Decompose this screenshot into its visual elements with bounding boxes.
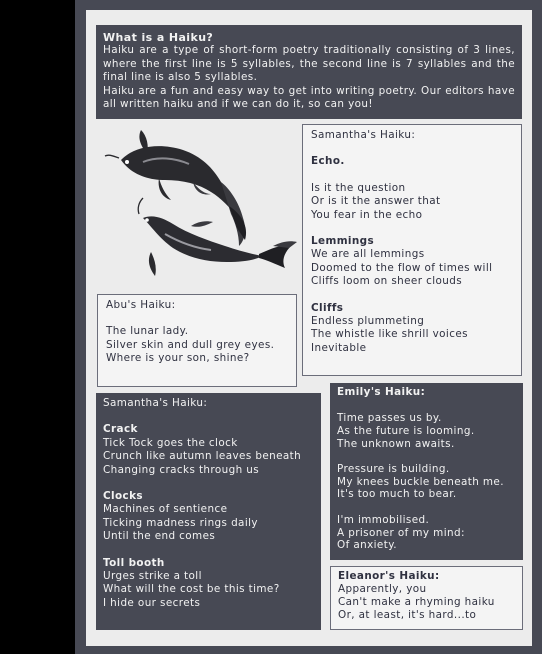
emily-stanza-1 [337, 412, 516, 450]
poem-line: Machines of sentience [103, 503, 228, 516]
emily-haiku-panel [330, 383, 523, 560]
intro-panel [96, 25, 522, 119]
poem-line: Of anxiety. [337, 539, 397, 552]
poem-clocks [103, 490, 314, 544]
intro-heading: What is a Haiku? [103, 31, 214, 44]
poem-line: Or, at least, it's hard...to [338, 608, 477, 621]
poem-line: The whistle like shrill voices [311, 328, 468, 341]
poem-line: Urges strike a toll [103, 570, 202, 583]
poem-title: Toll booth [103, 556, 165, 569]
intro-paragraph-2: Haiku are a fun and easy way to get into writing poetry. Our editors have all written haiku and if we can do it, so can you! [103, 84, 515, 111]
poem-line: Time passes us by. [337, 412, 442, 425]
koi-fish-ink-painting-icon [103, 122, 299, 292]
abu-poem [106, 325, 288, 365]
poem-title: Lemmings [311, 235, 375, 248]
poem-line: Cliffs loom on sheer clouds [311, 275, 463, 288]
poem-line: Tick Tock goes the clock [103, 436, 238, 449]
samantha-heading-1: Samantha's Haiku: [311, 129, 416, 141]
poem-line: Crunch like autumn leaves beneath [103, 450, 302, 463]
abu-haiku-panel [97, 294, 297, 387]
poem-cliffs [311, 302, 513, 356]
poem-line: Can't make a rhyming haiku [338, 596, 495, 608]
poem-line: A prisoner of my mind: [337, 526, 465, 539]
poem-title: Cliffs [311, 301, 344, 314]
poem-echo [311, 155, 513, 222]
poem-line: Pressure is building. [337, 463, 450, 476]
poem-line: Inevitable [311, 341, 367, 354]
intro-paragraph-1: Haiku are a type of short-form poetry traditionally consisting of 3 lines, where the first line is 5 syllables, the second line is 7 syllables and the final line is also 5 syllables. [103, 44, 515, 84]
emily-stanza-2 [337, 463, 516, 501]
samantha-haiku-panel-2 [96, 393, 321, 630]
eleanor-heading: Eleanor's Haiku: [338, 570, 440, 582]
poem-line: Doomed to the flow of times will [311, 261, 493, 274]
poem-line: What will the cost be this time? [103, 583, 280, 596]
samantha-heading-2: Samantha's Haiku: [103, 397, 208, 409]
left-margin [0, 0, 75, 654]
poem-line: My knees buckle beneath me. [337, 475, 504, 488]
samantha-haiku-panel-1 [302, 124, 522, 376]
poem-crack [103, 423, 314, 477]
poem-line: As the future is looming. [337, 425, 475, 437]
poem-line: Apparently, you [338, 583, 427, 596]
eleanor-haiku-panel [330, 566, 523, 630]
lower-koi-icon [138, 198, 297, 276]
poem-line: The unknown awaits. [337, 437, 455, 450]
poem-toll-booth [103, 557, 314, 611]
emily-heading: Emily's Haiku: [337, 386, 426, 398]
poem-line: Changing cracks through us [103, 463, 260, 476]
poem-line: I hide our secrets [103, 596, 201, 609]
poem-title: Crack [103, 423, 138, 436]
poem-line: Silver skin and dull grey eyes. [106, 338, 275, 351]
poem-title: Echo. [311, 155, 345, 168]
abu-heading: Abu's Haiku: [106, 299, 176, 311]
poem-line: It's too much to bear. [337, 488, 457, 501]
emily-stanza-3 [337, 514, 516, 552]
poem-lemmings [311, 235, 513, 289]
poem-title: Clocks [103, 490, 143, 503]
poem-line: We are all lemmings [311, 248, 425, 261]
poem-line: Endless plummeting [311, 315, 425, 328]
poem-line: Or is it the answer that [311, 195, 441, 208]
poem-line: Ticking madness rings daily [103, 516, 258, 529]
poem-line: The lunar lady. [106, 325, 189, 338]
poem-line: I'm immobilised. [337, 513, 430, 526]
poem-line: Where is your son, shine? [106, 352, 250, 365]
poem-line: Is it the question [311, 181, 406, 194]
poem-line: Until the end comes [103, 530, 216, 543]
poem-line: You fear in the echo [311, 208, 423, 221]
